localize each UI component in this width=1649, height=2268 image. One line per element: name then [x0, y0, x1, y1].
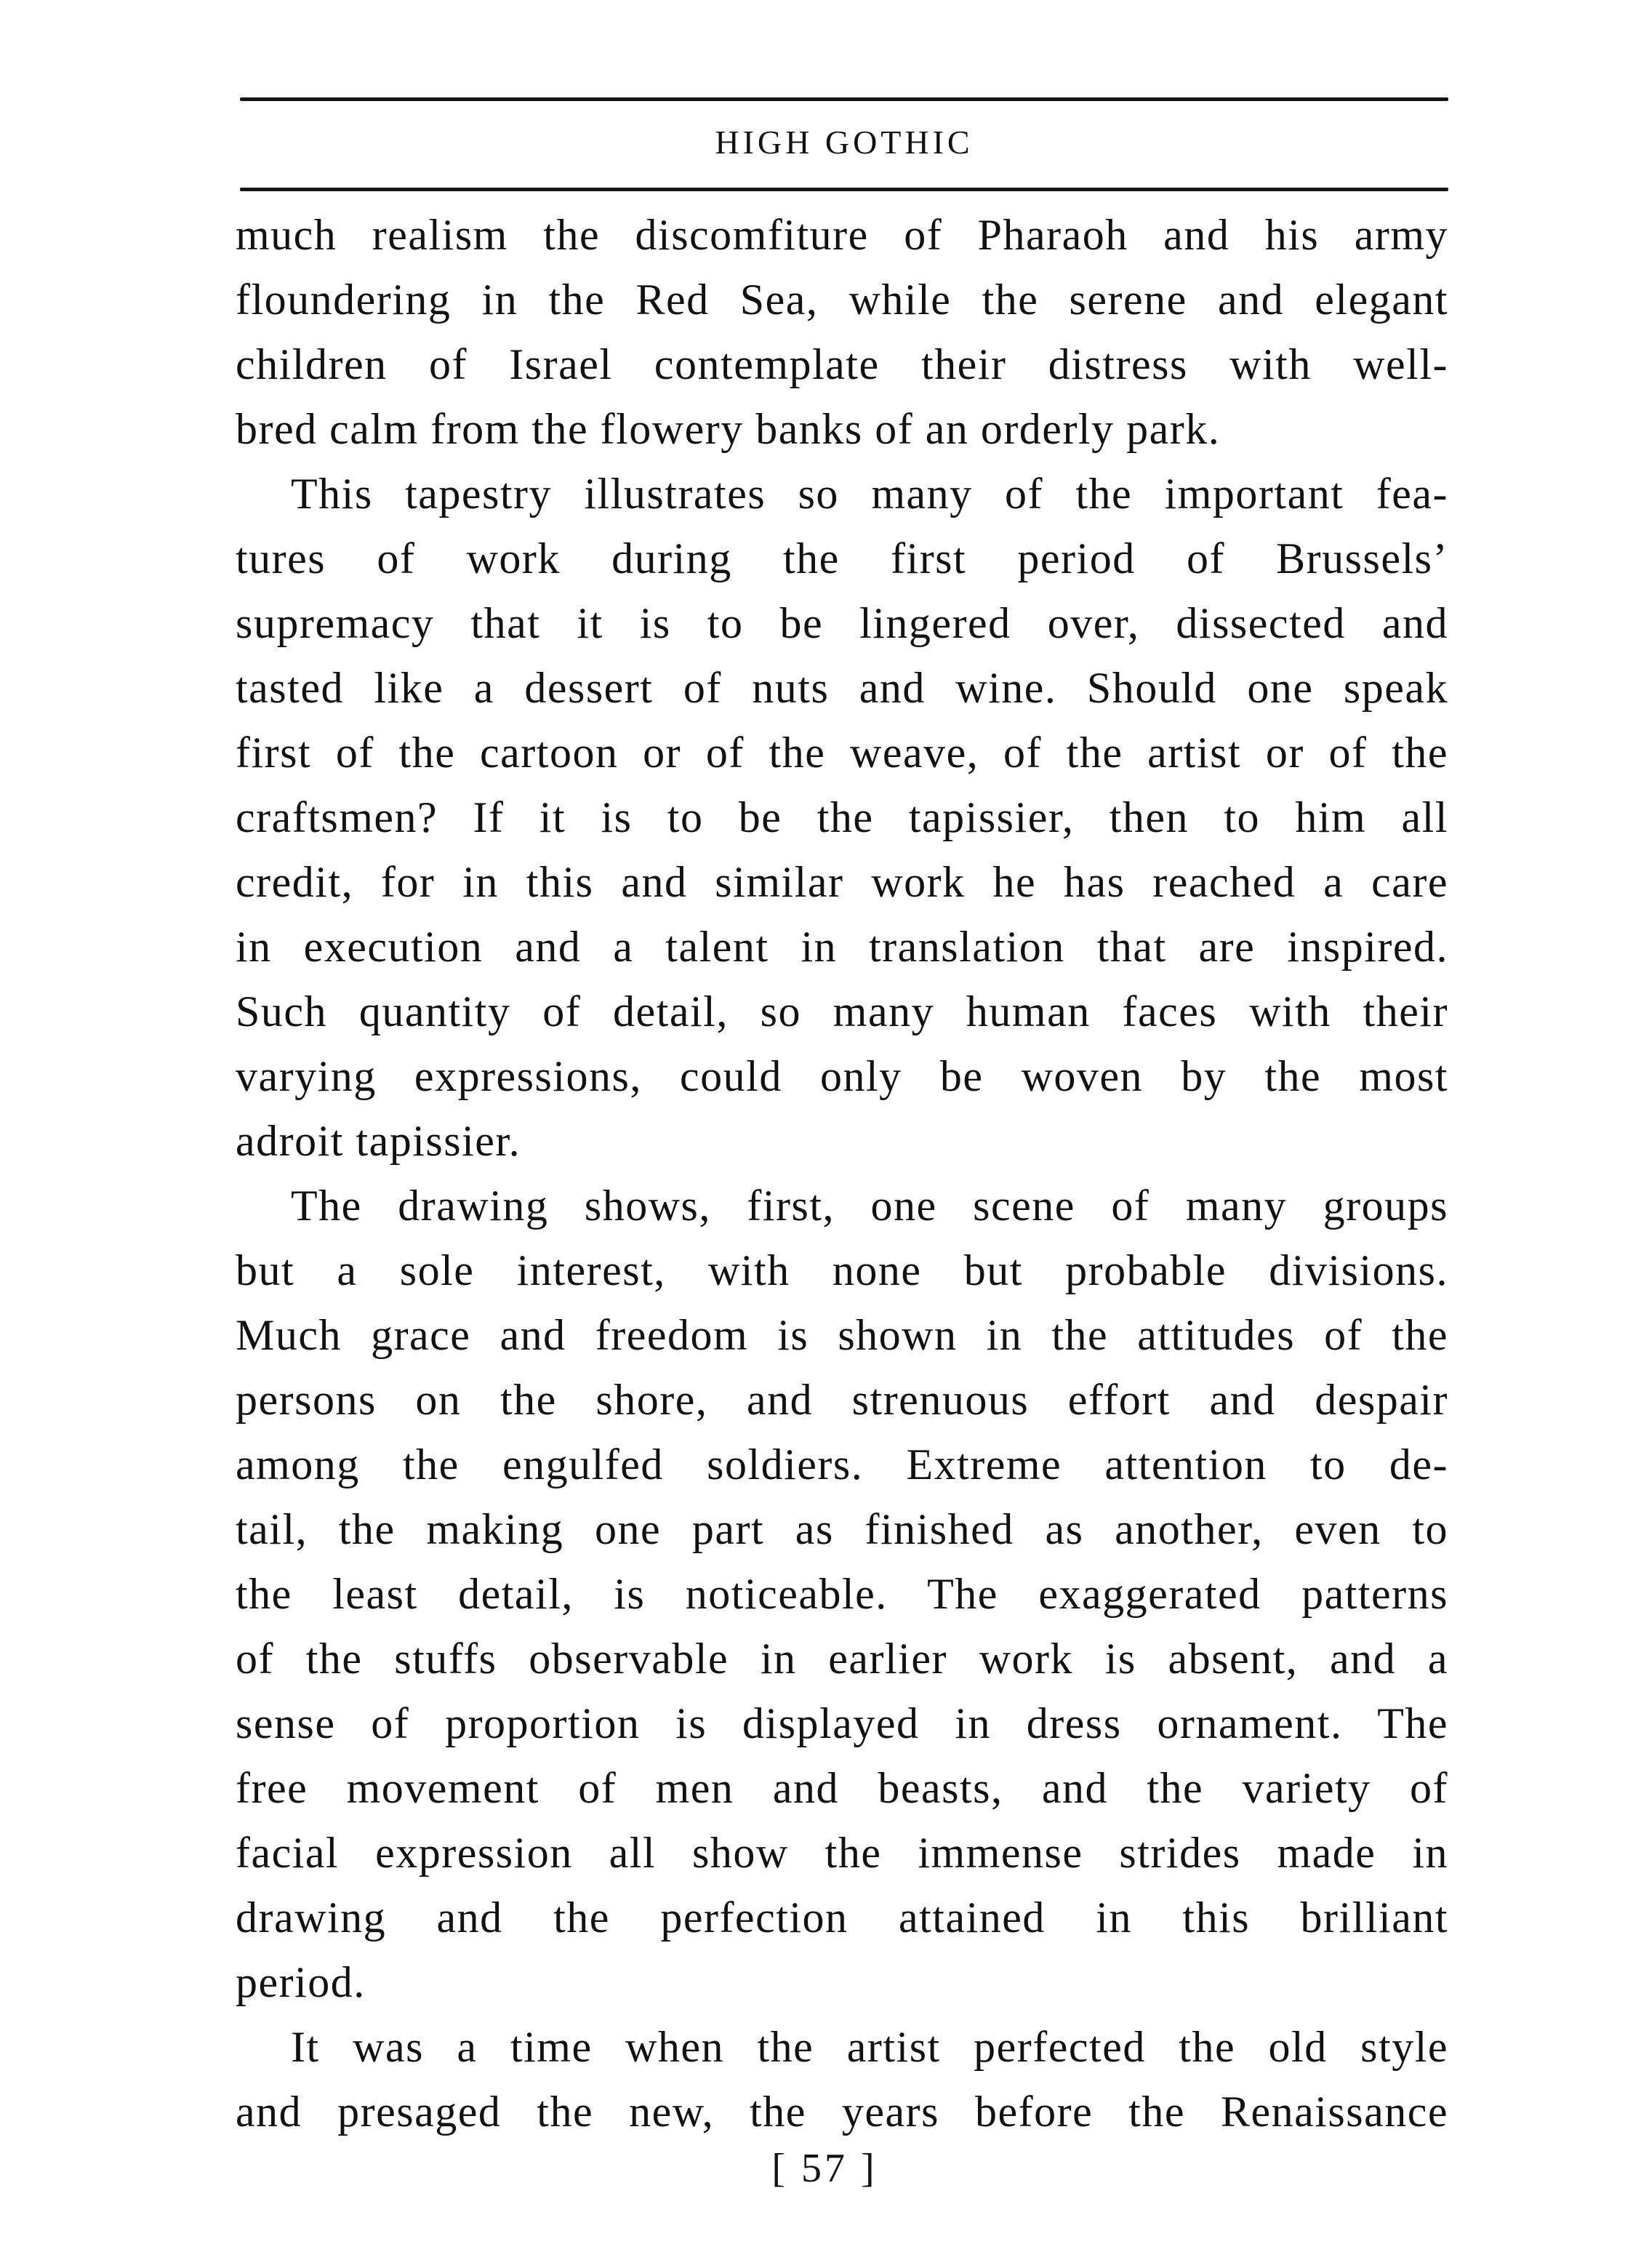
header-rule-top	[240, 97, 1448, 101]
text-line: among the engulfed soldiers. Extreme attention to de-	[236, 1440, 1448, 1488]
running-head: HIGH GOTHIC	[715, 124, 974, 161]
text-line: varying expressions, could only be woven by the most	[236, 1052, 1448, 1100]
text-line: Much grace and freedom is shown in the attitudes of the	[236, 1311, 1448, 1359]
text-line: bred calm from the flowery banks of an orderly park.	[236, 405, 1221, 453]
text-line: period.	[236, 1958, 366, 2006]
text-line: persons on the shore, and strenuous effort and despair	[236, 1376, 1448, 1424]
body-text	[236, 203, 1448, 2144]
text-line: tures of work during the first period of Brussels’	[236, 534, 1448, 582]
paragraph	[236, 2015, 1448, 2144]
text-line: children of Israel contemplate their distress with well-	[236, 340, 1448, 388]
text-line: credit, for in this and similar work he has reached a care	[236, 858, 1448, 906]
text-line: The drawing shows, first, one scene of many groups	[291, 1182, 1448, 1230]
text-line: in execution and a talent in translation that are inspired.	[236, 923, 1448, 971]
text-line: of the stuffs observable in earlier work is absent, and a	[236, 1635, 1448, 1683]
text-line: This tapestry illustrates so many of the important fea-	[291, 470, 1448, 518]
paragraph	[236, 203, 1448, 462]
text-line: Such quantity of detail, so many human faces with their	[236, 987, 1448, 1035]
text-line: much realism the discomfiture of Pharaoh and his army	[236, 211, 1448, 259]
text-line: sense of proportion is displayed in dress ornament. The	[236, 1699, 1448, 1747]
page-number: [ 57 ]	[771, 2146, 878, 2191]
text-line: adroit tapissier.	[236, 1117, 521, 1165]
text-line: craftsmen? If it is to be the tapissier, then to him all	[236, 793, 1448, 841]
text-line: and presaged the new, the years before the Renaissance	[236, 2088, 1448, 2136]
text-line: tasted like a dessert of nuts and wine. Should one speak	[236, 664, 1448, 712]
paragraph	[236, 1174, 1448, 2015]
header-rule-bottom	[240, 188, 1448, 191]
text-line: It was a time when the artist perfected the old style	[291, 2023, 1448, 2071]
text-line: but a sole interest, with none but probable divisions.	[236, 1246, 1448, 1294]
text-line: the least detail, is noticeable. The exaggerated patterns	[236, 1570, 1448, 1618]
text-line: tail, the making one part as finished as another, even to	[236, 1505, 1448, 1553]
paragraph	[236, 462, 1448, 1174]
text-line: drawing and the perfection attained in this brilliant	[236, 1894, 1448, 1942]
text-line: floundering in the Red Sea, while the serene and elegant	[236, 276, 1448, 324]
text-line: facial expression all show the immense strides made in	[236, 1829, 1448, 1877]
text-line: free movement of men and beasts, and the variety of	[236, 1764, 1448, 1812]
text-line: supremacy that it is to be lingered over, dissected and	[236, 599, 1448, 647]
text-line: first of the cartoon or of the weave, of the artist or of the	[236, 729, 1448, 777]
